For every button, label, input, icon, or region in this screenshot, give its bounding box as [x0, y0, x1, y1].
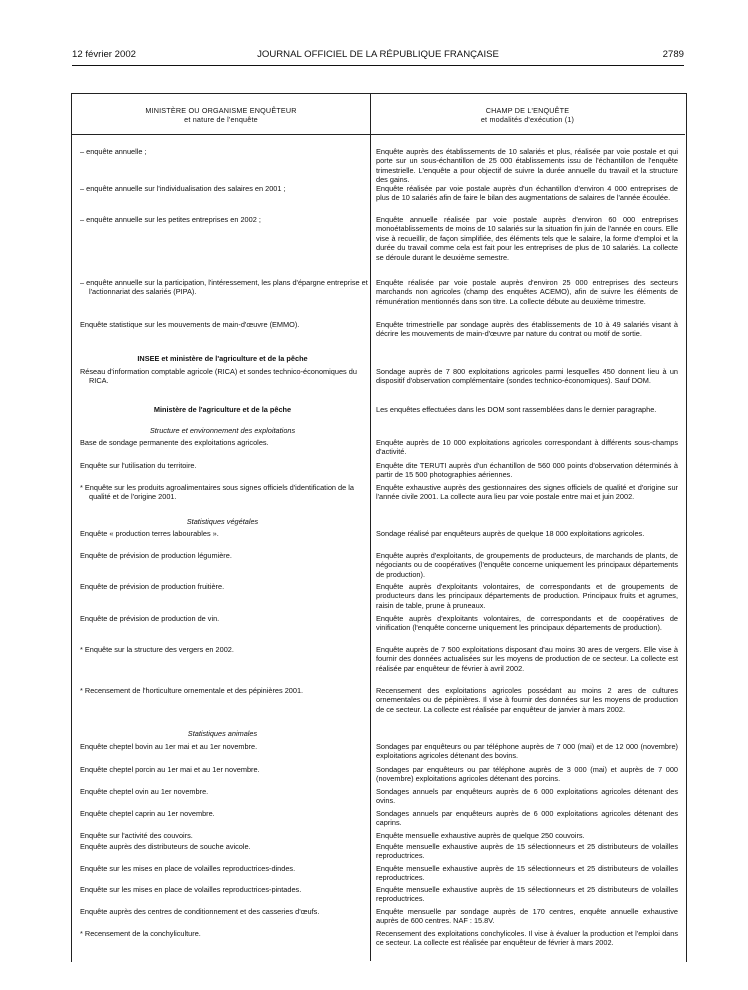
- page-header: [72, 49, 684, 63]
- survey-scope: Recensement des exploitations conchylicoles. Il vise à évaluer la production et l'emploi dans ce secteur. La collecte est réalisée par enquêteur de février à mars 2002.: [376, 929, 678, 948]
- survey-scope: Sondages par enquêteurs ou par téléphone auprès de 3 000 (mai) et auprès de 7 000 (novembre) exploitations agricoles détenant des porcins.: [376, 765, 678, 784]
- survey-scope: Enquête auprès d'exploitants volontaires, de correspondants et de coopératives de vinification (l'enquête concerne uniquement les principaux départements de production).: [376, 614, 678, 633]
- survey-scope: Les enquêtes effectuées dans les DOM sont rassemblées dans le dernier paragraphe.: [376, 405, 657, 414]
- survey-scope: Enquête mensuelle exhaustive auprès de 15 sélectionneurs et 25 distributeurs de volailles reproductrices.: [376, 842, 678, 861]
- survey-name: * Recensement de l'horticulture ornementale et des pépinières 2001.: [80, 686, 304, 695]
- survey-scope: Enquête mensuelle par sondage auprès de 170 centres, enquête annuelle exhaustive auprès de 600 centres. NAF : 15.8V.: [376, 907, 678, 926]
- survey-scope: Enquête trimestrielle par sondage auprès des établissements de 10 à 49 salariés visant à décrire les mouvements de main-d'œuvre par nature du contrat ou motif de sortie.: [376, 320, 678, 339]
- right-column-subtitle: et modalités d'exécution (1): [480, 115, 575, 124]
- subsection-heading: Statistiques végétales: [186, 517, 259, 526]
- survey-name: – enquête annuelle sur les petites entreprises en 2002 ;: [80, 215, 261, 224]
- left-column-subtitle: et nature de l'enquête: [184, 115, 258, 124]
- survey-name: Enquête cheptel caprin au 1er novembre.: [80, 809, 215, 818]
- page-number: 2789: [662, 49, 684, 60]
- section-heading: INSEE et ministère de l'agriculture et de la pêche: [137, 354, 308, 363]
- survey-scope: Sondages par enquêteurs ou par téléphone auprès de 7 000 (mai) et de 12 000 (novembre) exploitations agricoles détenant des bovins.: [376, 742, 678, 761]
- survey-scope: Enquête auprès d'exploitants volontaires, de correspondants et de groupements de producteurs dans les principaux départements de production. Principaux fruits et agrumes, raisin de table, prune à pruneaux.: [376, 582, 678, 610]
- survey-scope: Enquête réalisée par voie postale auprès d'un échantillon d'environ 4 000 entreprises de plus de 10 salariés afin de faire le bilan des augmentations de salaires de l'année écoulée.: [376, 184, 678, 203]
- survey-scope: Enquête annuelle réalisée par voie postale auprès d'environ 60 000 entreprises monoétablissements de moins de 10 salariés sur la situation fin juin de l'année en cours. Elle vise à recueillir, de façon simplifiée, des éléments tels que le salaire, la forme d'emploi et la durée du travail comme cela est fait pour les entreprises de plus de 10 salariés. La collecte se déroule durant le deuxième semestre.: [376, 215, 678, 262]
- subsection-heading: Structure et environnement des exploitations: [149, 426, 296, 435]
- survey-name: – enquête annuelle ;: [80, 147, 147, 156]
- survey-scope: Sondages annuels par enquêteurs auprès de 6 000 exploitations agricoles détenant des caprins.: [376, 809, 678, 828]
- survey-name: Enquête de prévision de production fruitière.: [80, 582, 225, 591]
- survey-name: Enquête de prévision de production légumière.: [80, 551, 232, 560]
- survey-scope: Enquête auprès d'exploitants, de groupements de producteurs, de marchands de plants, de négociants ou de coopératives (l'enquête concerne uniquement les principaux départements de production).: [376, 551, 678, 579]
- left-column-title: MINISTÈRE OU ORGANISME ENQUÊTEUR: [145, 106, 297, 115]
- survey-scope: Enquête mensuelle exhaustive auprès de 15 sélectionneurs et 25 distributeurs de volailles reproductrices.: [376, 885, 678, 904]
- survey-name: * Enquête sur la structure des vergers en 2002.: [80, 645, 234, 654]
- right-column-header: [371, 106, 684, 124]
- survey-name: – enquête annuelle sur l'individualisation des salaires en 2001 ;: [80, 184, 286, 193]
- survey-scope: Enquête auprès de 7 500 exploitations disposant d'au moins 30 ares de vergers. Elle vise à fournir des données actualisées sur les moyens de production de ce secteur. La collecte est réalisée par enquêteur de février à avril 2002.: [376, 645, 678, 673]
- survey-name: Enquête auprès des distributeurs de souche avicole.: [80, 842, 251, 851]
- survey-name: Base de sondage permanente des exploitations agricoles.: [80, 438, 269, 447]
- survey-name: Enquête sur l'utilisation du territoire.: [80, 461, 197, 470]
- subsection-heading: Statistiques animales: [187, 729, 258, 738]
- survey-name: Enquête statistique sur les mouvements de main-d'œuvre (EMMO).: [80, 320, 300, 329]
- survey-scope: Enquête mensuelle exhaustive auprès de quelque 250 couvoirs.: [376, 831, 585, 840]
- survey-scope: Enquête auprès des établissements de 10 salariés et plus, réalisée par voie postale et qui porte sur un sous-échantillon de 25 000 établissements issu de l'échantillon de l'enquête trimestrielle. L'enquête a pour objectif de suivre la durée annuelle du travail et la structure des gains.: [376, 147, 678, 185]
- survey-name: Enquête sur l'activité des couvoirs.: [80, 831, 193, 840]
- header-rule: [72, 65, 684, 66]
- survey-scope: Enquête mensuelle exhaustive auprès de 15 sélectionneurs et 25 distributeurs de volailles reproductrices.: [376, 864, 678, 883]
- survey-scope: Enquête exhaustive auprès des gestionnaires des signes officiels de qualité et d'origine sur l'année civile 2001. La collecte aura lieu par voie postale entre mai et juin 2002.: [376, 483, 678, 502]
- survey-name: Enquête de prévision de production de vin.: [80, 614, 220, 623]
- issue-date: 12 février 2002: [72, 49, 136, 60]
- right-column-title: CHAMP DE L'ENQUÊTE: [485, 106, 570, 115]
- survey-scope: Recensement des exploitations agricoles possédant au moins 2 ares de cultures ornementales ou de pépinières. Il vise à fournir des données sur les moyens de production de ce secteur. La collecte est réalisée par enquêteur de janvier à mars 2002.: [376, 686, 678, 714]
- left-column-header: [72, 106, 370, 124]
- survey-scope: Sondages annuels par enquêteurs auprès de 6 000 exploitations agricoles détenant des ovins.: [376, 787, 678, 806]
- header-separator: [71, 134, 685, 135]
- survey-name: – enquête annuelle sur la participation, l'intéressement, les plans d'épargne entreprise et l'actionnariat des salariés (PIPA).: [80, 278, 368, 297]
- survey-scope: Enquête réalisée par voie postale auprès d'environ 25 000 entreprises des secteurs marchands non agricoles (champ des enquêtes ACEMO), afin de suivre les éléments de rémunération mentionnés dans son titre. La collecte débute au deuxième trimestre.: [376, 278, 678, 306]
- survey-name: Enquête cheptel ovin au 1er novembre.: [80, 787, 209, 796]
- survey-name: Enquête cheptel bovin au 1er mai et au 1er novembre.: [80, 742, 258, 751]
- survey-scope: Enquête auprès de 10 000 exploitations agricoles correspondant à différents sous-champs d'activité.: [376, 438, 678, 457]
- survey-name: * Enquête sur les produits agroalimentaires sous signes officiels d'identification de la qualité et de l'origine 2001.: [80, 483, 354, 502]
- survey-name: Réseau d'information comptable agricole (RICA) et sondes technico-économiques du RICA.: [80, 367, 357, 386]
- survey-name: * Recensement de la conchyliculture.: [80, 929, 201, 938]
- survey-scope: Sondage réalisé par enquêteurs auprès de quelque 18 000 exploitations agricoles.: [376, 529, 645, 538]
- survey-name: Enquête « production terres labourables ».: [80, 529, 219, 538]
- survey-name: Enquête cheptel porcin au 1er mai et au 1er novembre.: [80, 765, 260, 774]
- survey-scope: Enquête dite TERUTI auprès d'un échantillon de 560 000 points d'observation déterminés à partir de 15 500 photographies aériennes.: [376, 461, 678, 480]
- section-heading: Ministère de l'agriculture et de la pêche: [153, 405, 292, 414]
- survey-name: Enquête sur les mises en place de volailles reproductrices-pintades.: [80, 885, 302, 894]
- journal-title: JOURNAL OFFICIEL DE LA RÉPUBLIQUE FRANÇAISE: [257, 49, 499, 60]
- survey-name: Enquête sur les mises en place de volailles reproductrices-dindes.: [80, 864, 296, 873]
- survey-name: Enquête auprès des centres de conditionnement et des casseries d'œufs.: [80, 907, 320, 916]
- survey-scope: Sondage auprès de 7 800 exploitations agricoles parmi lesquelles 450 donnent lieu à un dispositif d'observation complémentaire (sondes technico-économiques). Sauf DOM.: [376, 367, 678, 386]
